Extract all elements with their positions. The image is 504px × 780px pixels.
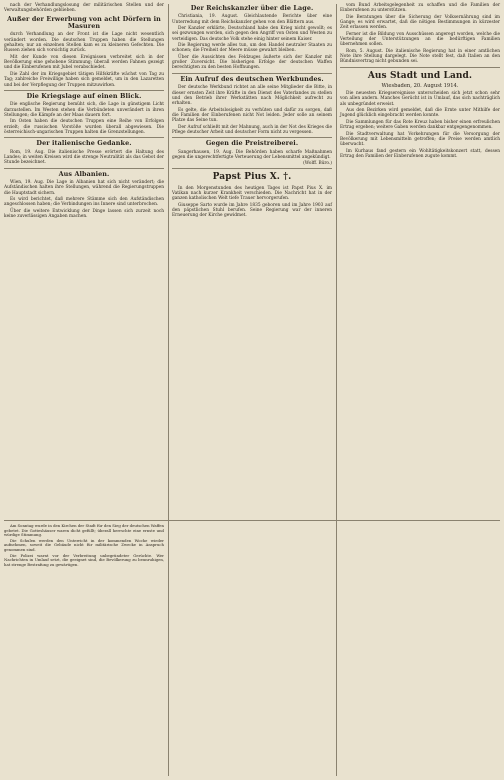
- article-separator: [340, 67, 500, 68]
- article-separator: [172, 73, 332, 74]
- article-paragraph: Im Osten haben die deutschen Truppen eine Reihe von Erfolgen erzielt; die russischen Vorstöße wurden überall abgewiesen. Die österreichisch-ungarischen Truppen halten die Grenzstellungen.: [4, 119, 164, 135]
- article-headline: Außer der Erwerbung von acht Dörfern in Masuren: [7, 14, 161, 31]
- article-separator: [172, 137, 332, 138]
- column-divider: [336, 4, 337, 776]
- article-paragraph: Rom, 19. Aug. Die italienische Presse erörtert die Haltung des Landes; in weiten Kreisen wird die strenge Neutralität als das Gebot der Stunde bezeichnet.: [4, 149, 164, 166]
- article-paragraph: Der Aufruf schließt mit der Mahnung, auch in der Not des Krieges die Pflege deutscher Arbeit und deutscher Form nicht zu vergessen.: [172, 124, 332, 135]
- article-headline: Der Reichskanzler über die Lage.: [190, 4, 314, 12]
- section-divider: [4, 520, 500, 521]
- article-headline: Papst Pius X. †.: [212, 172, 292, 183]
- article-paragraph: Der Kanzler erklärte, Deutschland habe den Krieg nicht gewollt; es sei gezwungen worden, sich gegen den Angriff von Osten und Westen zu verteidigen. Das deutsche Volk stehe einig hinter seinem Kaiser.: [172, 26, 332, 42]
- article-paragraph: Es wird berichtet, daß mehrere Stämme sich den Aufständischen angeschlossen haben; die Verbindungen ins Innere sind unterbrochen.: [4, 197, 164, 208]
- article-separator: [4, 137, 164, 138]
- article-headline: Aus Albanien.: [58, 169, 110, 178]
- article-paragraph: Die neuesten Kriegsereignisse unterscheiden sich jetzt schon sehr von allen andern. Manches Gerücht ist in Umlauf, das sich nachträglich als unbegründet erweist.: [340, 91, 500, 107]
- article-paragraph: Die englische Regierung bemüht sich, die Lage in günstigem Licht darzustellen. Im Westen stehen die Verbündeten unverändert in ihren Stellungen; die Kämpfe an der Maas dauern fort.: [4, 102, 164, 118]
- article-paragraph: Die Stadtverwaltung hat Vorkehrungen für die Versorgung der Bevölkerung mit Lebensmitteln getroffen; die Preise werden amtlich überwacht.: [340, 131, 500, 148]
- article-source: (Wolff. Büro.): [303, 161, 332, 167]
- column-1: [4, 3, 164, 220]
- article-separator: [4, 168, 164, 169]
- article-paragraph: Die Schulen werden den Unterricht in der kommenden Woche wieder aufnehmen, soweit die Gebäude nicht für militärische Zwecke in Anspruch genommen sind.: [4, 537, 164, 552]
- article-paragraph: In den Morgenstunden des heutigen Tages ist Papst Pius X. im Vatikan nach kurzer Krankheit verschieden. Die Nachricht hat in der ganzen katholischen Welt tiefe Trauer hervorgerufen.: [172, 185, 332, 202]
- article-headline: Die Kriegslage auf einen Blick.: [26, 91, 142, 100]
- article-headline: Gegen die Preistreiberei.: [205, 139, 299, 148]
- article-paragraph: Sangerhausen, 19. Aug. Die Behörden haben scharfe Maßnahmen gegen die ungerechtfertigte Verteuerung der Lebensmittel angekündigt.: [172, 149, 332, 160]
- column-1-lower: [4, 524, 164, 568]
- column-3: [340, 3, 500, 160]
- article-paragraph: durch Verhandlung an der Front ist die Lage nicht wesentlich verändert worden. Die deutschen Truppen haben die Stellungen gehalten; nur an einzelnen Stellen kam es zu kleineren Gefechten. Die Russen ziehen sich vorsichtig zurück.: [4, 32, 164, 54]
- article-paragraph: Die Sammlungen für das Rote Kreuz haben bisher einen erfreulichen Ertrag ergeben; weitere Gaben werden dankbar entgegengenommen.: [340, 119, 500, 131]
- article-paragraph: Wien, 19. Aug. Die Lage in Albanien hat sich nicht verändert; die Aufständischen halten ihre Stellungen, während die Regierungstruppen die Hauptstadt sichern.: [4, 180, 164, 196]
- article-paragraph: Die Polizei warnt vor der Verbreitung unbegründeter Gerüchte. Wer Nachrichten in Umlauf setzt, die geeignet sind, die Bevölkerung zu beunruhigen, hat strenge Bestrafung zu gewärtigen.: [4, 552, 164, 567]
- article-paragraph: Über die weitere Entwicklung der Dinge lassen sich zurzeit noch keine zuverlässigen Angaben machen.: [4, 208, 164, 220]
- article-headline: Aus Stadt und Land.: [367, 70, 473, 81]
- article-paragraph: Aus den Bezirken wird gemeldet, daß die Ernte unter Mithilfe der Jugend glücklich eingebracht werden konnte.: [340, 108, 500, 119]
- column-divider: [168, 4, 169, 776]
- article-paragraph: Ferner ist die Bildung von Ausschüssen angeregt worden, welche die Verteilung der Unterstützungen an die bedürftigen Familien übernehmen sollen.: [340, 31, 500, 48]
- article-headline: Der italienische Gedanke.: [36, 139, 132, 148]
- article-paragraph: Giuseppe Sarto wurde im Jahre 1835 geboren und im Jahre 1903 auf den päpstlichen Stuhl berufen. Seine Regierung war der inneren Erneuerung der Kirche gewidmet.: [172, 202, 332, 219]
- article-separator: [4, 90, 164, 91]
- article-paragraph: Mit der Kunde von diesen Ereignissen verbreitet sich in der Bevölkerung eine gehobene Stimmung; überall werden Fahnen gezeigt und die Einberufenen mit Jubel verabschiedet.: [4, 54, 164, 71]
- article-paragraph: nach der Verhandlungslosung der militärischen Stellen und der Verwaltungsbehörden geblieben.: [4, 3, 164, 14]
- article-paragraph: Der deutsche Werkbund richtet an alle seine Mitglieder die Bitte, in dieser ernsten Zeit ihre Kräfte in den Dienst des Vaterlandes zu stellen und den Betrieb ihrer Werkstätten nach Möglichkeit aufrecht zu erhalten.: [172, 85, 332, 107]
- article-paragraph: Die Zahl der im Kriegsgebiet tätigen Hilfskräfte wächst von Tag zu Tag; zahlreiche Freiwillige haben sich gemeldet, um in den Lazaretten und bei der Verpflegung der Truppen mitzuwirken.: [4, 71, 164, 88]
- article-paragraph: Am Sonntag wurde in den Kirchen der Stadt für den Sieg der deutschen Waffen gebetet. Die Gotteshäuser waren dicht gefüllt; überall herrschte eine ernste und würdige Stimmung.: [4, 523, 164, 538]
- article-paragraph: Es gelte, die Arbeitslosigkeit zu verhüten und dafür zu sorgen, daß die Familien der Einberufenen nicht Not leiden. Jeder solle an seinem Platze das Seine tun.: [172, 107, 332, 124]
- article-paragraph: Christiania, 19. August. Gleichlautende Berichte über eine Unterredung mit dem Reichskanzler gehen von den Blättern aus.: [172, 14, 332, 25]
- article-paragraph: Über die Aussichten des Feldzuges äußerte sich der Kanzler mit großer Zuversicht. Die bisherigen Erfolge der deutschen Waffen berechtigten zu den besten Hoffnungen.: [172, 54, 332, 71]
- article-headline: Ein Aufruf des deutschen Werkbundes.: [180, 74, 324, 83]
- column-2: [172, 3, 332, 220]
- article-paragraph: Die Regierung werde alles tun, um den Handel neutraler Staaten zu schonen; die Freiheit der Meere müsse gewahrt bleiben.: [172, 43, 332, 54]
- article-separator: [172, 168, 332, 169]
- article-paragraph: Die Beratungen über die Sicherung der Volksernährung sind im Gange; es wird erwartet, daß die nötigen Bestimmungen in kürzester Zeit erlassen werden.: [340, 14, 500, 31]
- dateline: Wiesbaden, 20. August 1914.: [381, 83, 459, 90]
- article-paragraph: vom Bund Arbeitsgelegenheit zu schaffen und die Familien der Einberufenen zu unterstützen.: [340, 3, 500, 14]
- article-paragraph: Rom, 5. August. Die italienische Regierung hat in einer amtlichen Note ihre Stellung dargelegt. Die Note stellt fest, daß Italien an den Bündnisvertrag nicht gebunden sei.: [340, 48, 500, 65]
- article-paragraph: Im Kurhaus fand gestern ein Wohltätigkeitskonzert statt, dessen Ertrag den Familien der Einberufenen zugute kommt.: [340, 148, 500, 159]
